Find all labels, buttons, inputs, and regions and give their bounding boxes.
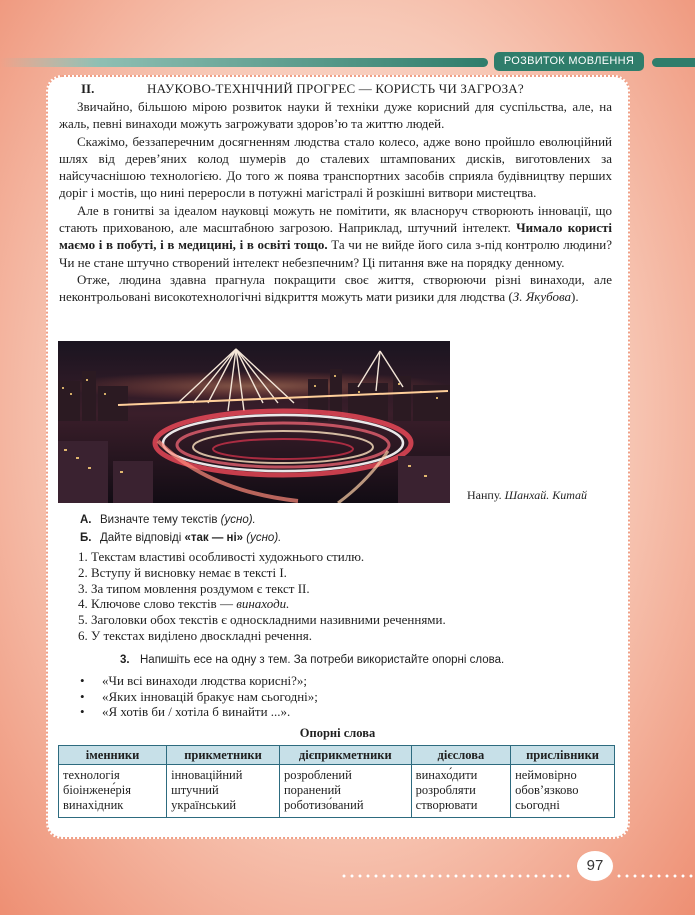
list-item bbox=[78, 596, 446, 612]
list-item: 5. Заголовки обох текстів є односкладними називними реченнями. bbox=[78, 612, 446, 628]
word: штучний bbox=[171, 783, 219, 797]
task-a-text: Визначте тему текстів bbox=[100, 514, 221, 526]
task-b-label: Б. bbox=[80, 532, 92, 544]
task-3 bbox=[120, 654, 504, 666]
paragraph-4-end: ). bbox=[571, 289, 579, 305]
bullet-icon: • bbox=[80, 688, 85, 704]
topic-text: «Чи всі винаходи людства корисні?»; bbox=[102, 673, 308, 688]
word: інноваційний bbox=[171, 768, 243, 782]
table-header-cell: прислівники bbox=[511, 746, 615, 765]
list-item-4-text: 4. Ключове слово текстів — bbox=[78, 596, 237, 612]
table-cell bbox=[59, 765, 167, 818]
list-item: 3. За типом мовлення роздумом є текст ІІ. bbox=[78, 580, 310, 596]
table-header-cell: дієприкметники bbox=[279, 746, 411, 765]
statement-list bbox=[78, 549, 446, 644]
task-b-text: Дайте відповіді bbox=[100, 532, 185, 544]
list-item: 6. У текстах виділено двоскладні речення. bbox=[78, 627, 312, 643]
words-table bbox=[58, 745, 615, 818]
table-header-cell: прикметники bbox=[167, 746, 280, 765]
table-cell bbox=[167, 765, 280, 818]
table-row bbox=[59, 765, 615, 818]
section-header-badge: РОЗВИТОК МОВЛЕННЯ bbox=[494, 52, 644, 71]
article-title-row bbox=[59, 80, 612, 98]
paragraph-4-text: Отже, людина здавна прагнула покращити своє життя, створюючи різні винаходи, але неконтрольовані високотехнологічні відкриття можуть мати ризики для людства ( bbox=[59, 271, 612, 305]
paragraph-3-start: Але в гонитві за ідеалом науковці можуть не помітити, як власноруч створюють інновації, що стають прихованою, але масштабною загрозою. Наприклад, штучний інтелект. bbox=[59, 202, 612, 236]
list-item: 2. Вступу й висновку немає в тексті І. bbox=[78, 564, 287, 580]
header-stripe-right bbox=[652, 58, 695, 67]
word: розроблений bbox=[283, 768, 352, 782]
nanpu-bridge-photo bbox=[58, 341, 450, 503]
word: винахо́дити bbox=[415, 768, 478, 782]
words-table-title: Опорні слова bbox=[299, 726, 376, 740]
bullet-icon: • bbox=[80, 673, 85, 688]
bullet-icon: • bbox=[80, 704, 85, 719]
caption-location: Шанхай. Китай bbox=[504, 488, 588, 502]
table-cell bbox=[411, 765, 510, 818]
list-item bbox=[78, 704, 318, 720]
paragraph-1: Звичайно, більшою мірою розвиток науки й техніки дуже корисний для суспільства, але, на жаль, певні винаходи можуть загрожувати здоров’ю та життю людей. bbox=[59, 99, 612, 132]
table-header-row bbox=[59, 746, 615, 765]
essay-topics-list bbox=[78, 673, 318, 720]
table-header-cell: дієслова bbox=[411, 746, 510, 765]
list-item bbox=[78, 689, 318, 705]
table-header-cell: іменники bbox=[59, 746, 167, 765]
paragraph-4 bbox=[59, 271, 612, 306]
article-title: НАУКОВО-ТЕХНІЧНИЙ ПРОГРЕС — КОРИСТЬ ЧИ ЗАГРОЗА? bbox=[147, 81, 524, 96]
word: роботизо́ваний bbox=[283, 798, 364, 812]
task-b-bold: «так — ні» bbox=[184, 532, 244, 544]
author-name: З. Якубова bbox=[512, 289, 572, 305]
word: створювати bbox=[415, 798, 478, 812]
word: поранений bbox=[283, 783, 341, 797]
word: обов’язково bbox=[515, 783, 579, 797]
word: технологія bbox=[63, 768, 120, 782]
task-a bbox=[80, 514, 256, 526]
table-cell bbox=[279, 765, 411, 818]
word: український bbox=[171, 798, 237, 812]
paragraph-3-bold: Чимало користі маємо і в побуті, і в медицині, і в освіті тощо. bbox=[59, 220, 612, 253]
table-cell bbox=[511, 765, 615, 818]
word: винахідник bbox=[63, 798, 124, 812]
list-item: 1. Текстам властиві особливості художнього стилю. bbox=[78, 549, 365, 564]
task-b-note: (усно). bbox=[243, 532, 282, 544]
article-number: ІІ. bbox=[81, 81, 95, 96]
topic-text: «Я хотів би / хотіла б винайти ...». bbox=[102, 704, 291, 719]
header-stripe-left bbox=[0, 58, 488, 67]
task-b bbox=[80, 532, 281, 544]
paragraph-3-end: Та чи не вийде його сила з-під контролю людини? Чи не стане штучно створений інтелект небезпечним? Ці питання вже на порядку денному. bbox=[59, 237, 612, 270]
caption-place: Нанпу. bbox=[467, 488, 505, 502]
decorative-dots bbox=[340, 874, 570, 878]
paragraph-3 bbox=[59, 202, 612, 271]
list-item-4-keyword: винаходи. bbox=[236, 596, 290, 612]
word: сьогодні bbox=[515, 798, 560, 812]
page-number: 97 bbox=[576, 850, 614, 882]
word: неймовірно bbox=[515, 768, 577, 782]
bridge-illustration bbox=[58, 341, 450, 503]
task-a-label: А. bbox=[80, 514, 92, 526]
decorative-dots bbox=[615, 874, 695, 878]
word: біоінжене́рія bbox=[63, 783, 131, 797]
word: розробляти bbox=[415, 783, 476, 797]
article-text bbox=[59, 80, 612, 306]
topic-text: «Яких інновацій бракує нам сьогодні»; bbox=[102, 688, 318, 704]
list-item bbox=[78, 673, 318, 689]
task-3-text: Напишіть есе на одну з тем. За потреби використайте опорні слова. bbox=[140, 654, 505, 666]
task-a-note: (усно). bbox=[220, 514, 256, 526]
task-3-label: 3. bbox=[120, 654, 130, 666]
photo-caption bbox=[467, 488, 587, 503]
paragraph-2: Скажімо, беззаперечним досягненням людства стало колесо, адже воно пройшло еволюційний шлях від дерев’яних колод шумерів до сталевих штампованих дисків, виготовлених за найсучаснішою технологією. До того ж поява транспортних засобів сприяла будівництву перших доріг і мостів, що нині переросли в потужні магістралі й розкішні витвори мистецтва. bbox=[59, 133, 612, 201]
